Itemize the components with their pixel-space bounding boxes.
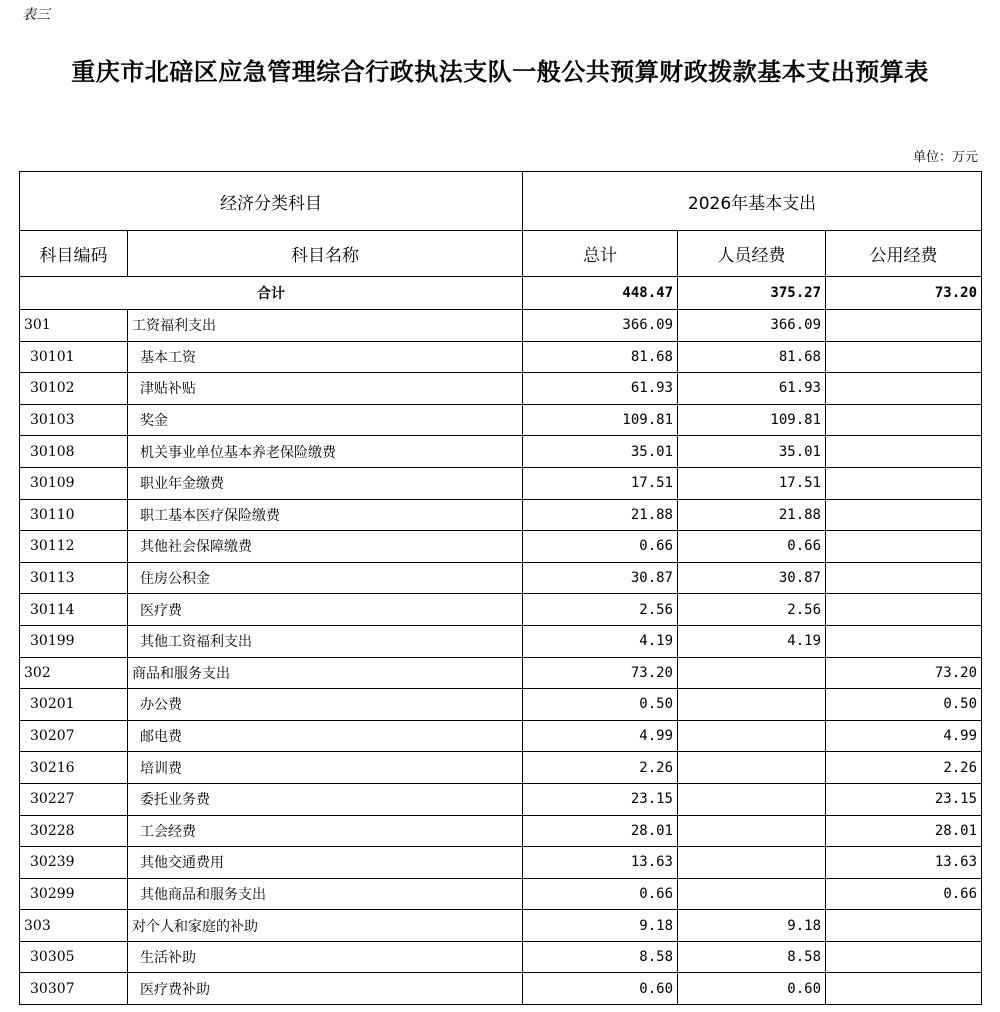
row-total: 21.88 <box>523 499 678 531</box>
header-personnel-expense: 人员经费 <box>678 231 826 277</box>
row-code: 30216 <box>20 752 128 784</box>
row-total: 28.01 <box>523 815 678 847</box>
row-personnel: 4.19 <box>678 625 826 657</box>
row-public: 13.63 <box>826 847 982 879</box>
row-public: 0.50 <box>826 689 982 721</box>
row-public: 28.01 <box>826 815 982 847</box>
row-code: 30307 <box>20 973 128 1005</box>
table-row <box>20 752 982 784</box>
table-row <box>20 531 982 563</box>
row-name: 职工基本医疗保险缴费 <box>128 499 523 531</box>
row-code: 30102 <box>20 373 128 405</box>
row-total: 35.01 <box>523 436 678 468</box>
header-subject-name: 科目名称 <box>128 231 523 277</box>
row-name: 委托业务费 <box>128 783 523 815</box>
table-row <box>20 689 982 721</box>
row-personnel <box>678 878 826 910</box>
document-label: 表三 <box>22 7 50 23</box>
row-total: 61.93 <box>523 373 678 405</box>
row-code: 30228 <box>20 815 128 847</box>
row-personnel <box>678 815 826 847</box>
total-row <box>20 277 982 310</box>
row-public <box>826 973 982 1005</box>
row-total: 23.15 <box>523 783 678 815</box>
table-row <box>20 657 982 689</box>
row-name: 奖金 <box>128 404 523 436</box>
row-code: 30227 <box>20 783 128 815</box>
table-row <box>20 625 982 657</box>
row-total: 2.26 <box>523 752 678 784</box>
row-total: 0.60 <box>523 973 678 1005</box>
row-public <box>826 910 982 942</box>
table-row <box>20 594 982 626</box>
row-total: 17.51 <box>523 467 678 499</box>
row-name: 其他工资福利支出 <box>128 625 523 657</box>
row-code: 30103 <box>20 404 128 436</box>
row-code: 30113 <box>20 562 128 594</box>
row-personnel <box>678 657 826 689</box>
row-code: 30207 <box>20 720 128 752</box>
row-name: 商品和服务支出 <box>128 657 523 689</box>
row-personnel: 30.87 <box>678 562 826 594</box>
row-code: 30112 <box>20 531 128 563</box>
table-row <box>20 815 982 847</box>
table-row <box>20 973 982 1005</box>
row-personnel: 21.88 <box>678 499 826 531</box>
row-personnel: 366.09 <box>678 310 826 342</box>
row-total: 13.63 <box>523 847 678 879</box>
row-public: 73.20 <box>826 657 982 689</box>
row-personnel <box>678 752 826 784</box>
row-personnel: 61.93 <box>678 373 826 405</box>
row-name: 津贴补贴 <box>128 373 523 405</box>
row-total: 4.99 <box>523 720 678 752</box>
row-name: 机关事业单位基本养老保险缴费 <box>128 436 523 468</box>
row-name: 职业年金缴费 <box>128 467 523 499</box>
total-public: 73.20 <box>826 277 982 310</box>
row-total: 2.56 <box>523 594 678 626</box>
row-total: 30.87 <box>523 562 678 594</box>
row-code: 30199 <box>20 625 128 657</box>
row-code: 301 <box>20 310 128 342</box>
row-name: 办公费 <box>128 689 523 721</box>
row-code: 30108 <box>20 436 128 468</box>
row-total: 8.58 <box>523 941 678 973</box>
table-row <box>20 310 982 342</box>
header-public-expense: 公用经费 <box>826 231 982 277</box>
row-public: 23.15 <box>826 783 982 815</box>
row-total: 109.81 <box>523 404 678 436</box>
table-row <box>20 499 982 531</box>
unit-label: 单位：万元 <box>912 150 978 165</box>
total-personnel: 375.27 <box>678 277 826 310</box>
row-public <box>826 941 982 973</box>
row-total: 366.09 <box>523 310 678 342</box>
row-total: 73.20 <box>523 657 678 689</box>
row-personnel <box>678 720 826 752</box>
row-name: 对个人和家庭的补助 <box>128 910 523 942</box>
row-code: 302 <box>20 657 128 689</box>
row-name: 培训费 <box>128 752 523 784</box>
row-code: 30239 <box>20 847 128 879</box>
table-row <box>20 878 982 910</box>
row-name: 住房公积金 <box>128 562 523 594</box>
header-total: 总计 <box>523 231 678 277</box>
row-name: 医疗费 <box>128 594 523 626</box>
row-personnel: 81.68 <box>678 341 826 373</box>
row-personnel: 9.18 <box>678 910 826 942</box>
row-name: 基本工资 <box>128 341 523 373</box>
row-name: 其他社会保障缴费 <box>128 531 523 563</box>
table-row <box>20 341 982 373</box>
row-total: 0.66 <box>523 878 678 910</box>
row-name: 邮电费 <box>128 720 523 752</box>
row-total: 4.19 <box>523 625 678 657</box>
row-public <box>826 499 982 531</box>
row-total: 9.18 <box>523 910 678 942</box>
row-public <box>826 341 982 373</box>
row-public <box>826 310 982 342</box>
header-subject-code: 科目编码 <box>20 231 128 277</box>
row-public <box>826 625 982 657</box>
row-public <box>826 436 982 468</box>
row-personnel <box>678 847 826 879</box>
row-name: 其他交通费用 <box>128 847 523 879</box>
row-total: 0.66 <box>523 531 678 563</box>
table-row <box>20 941 982 973</box>
header-basic-expenditure: 2026年基本支出 <box>523 172 982 231</box>
row-code: 30109 <box>20 467 128 499</box>
row-public: 4.99 <box>826 720 982 752</box>
table-row <box>20 720 982 752</box>
row-name: 工资福利支出 <box>128 310 523 342</box>
row-name: 其他商品和服务支出 <box>128 878 523 910</box>
row-code: 30201 <box>20 689 128 721</box>
row-personnel: 0.66 <box>678 531 826 563</box>
row-personnel: 109.81 <box>678 404 826 436</box>
total-label: 合计 <box>20 277 523 310</box>
budget-table <box>19 171 982 1005</box>
row-name: 生活补助 <box>128 941 523 973</box>
row-name: 医疗费补助 <box>128 973 523 1005</box>
row-public <box>826 373 982 405</box>
row-public <box>826 404 982 436</box>
table-row <box>20 467 982 499</box>
row-public <box>826 467 982 499</box>
row-personnel: 35.01 <box>678 436 826 468</box>
row-personnel: 8.58 <box>678 941 826 973</box>
table-row <box>20 436 982 468</box>
table-row <box>20 373 982 405</box>
row-code: 30114 <box>20 594 128 626</box>
row-name: 工会经费 <box>128 815 523 847</box>
row-personnel: 0.60 <box>678 973 826 1005</box>
total-amount: 448.47 <box>523 277 678 310</box>
row-public: 0.66 <box>826 878 982 910</box>
row-personnel <box>678 689 826 721</box>
row-public <box>826 562 982 594</box>
row-personnel: 2.56 <box>678 594 826 626</box>
row-code: 30305 <box>20 941 128 973</box>
row-personnel <box>678 783 826 815</box>
row-personnel: 17.51 <box>678 467 826 499</box>
header-economic-classification: 经济分类科目 <box>20 172 523 231</box>
row-code: 30101 <box>20 341 128 373</box>
row-code: 30110 <box>20 499 128 531</box>
row-code: 30299 <box>20 878 128 910</box>
table-row <box>20 910 982 942</box>
row-code: 303 <box>20 910 128 942</box>
row-public <box>826 531 982 563</box>
row-total: 0.50 <box>523 689 678 721</box>
table-row <box>20 783 982 815</box>
row-total: 81.68 <box>523 341 678 373</box>
document-title: 重庆市北碚区应急管理综合行政执法支队一般公共预算财政拨款基本支出预算表 <box>71 57 929 86</box>
row-public <box>826 594 982 626</box>
table-row <box>20 404 982 436</box>
table-row <box>20 847 982 879</box>
table-row <box>20 562 982 594</box>
row-public: 2.26 <box>826 752 982 784</box>
